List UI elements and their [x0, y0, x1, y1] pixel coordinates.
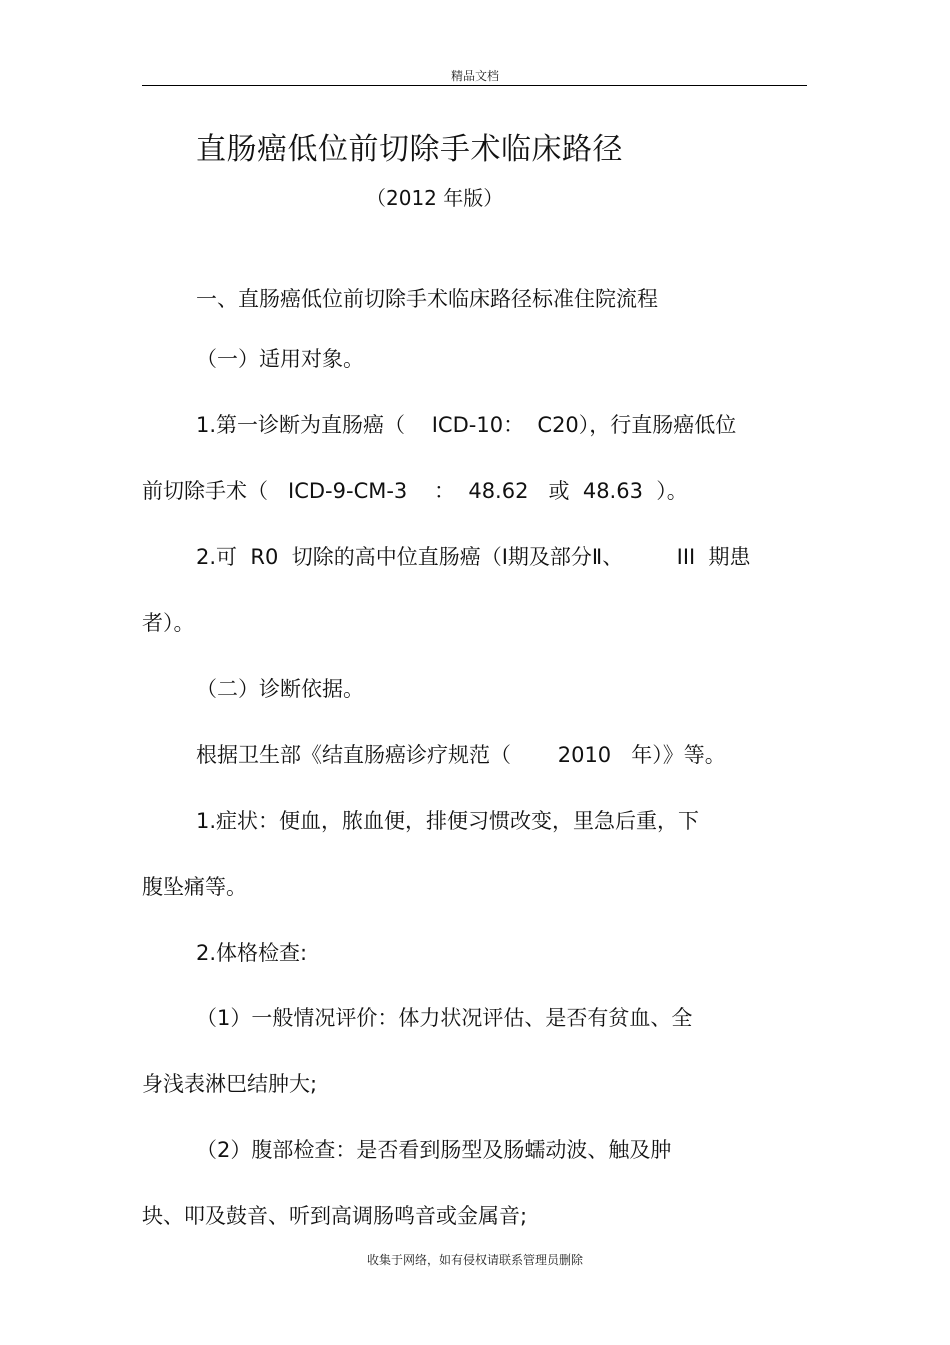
paragraph-line: 块、叩及鼓音、听到高调肠鸣音或金属音;	[142, 1204, 528, 1228]
paragraph-line: 前切除手术（ ICD-9-CM-3 ： 48.62 或 48.63 ）。	[142, 479, 688, 503]
paragraph-line: 根据卫生部《结直肠癌诊疗规范（ 2010 年）》等。	[196, 743, 726, 767]
paragraph-line: 者）。	[142, 611, 195, 635]
paragraph-line: 腹坠痛等。	[142, 875, 247, 899]
paragraph-line: 身浅表淋巴结肿大;	[142, 1072, 318, 1096]
paragraph-line: （1）一般情况评价：体力状况评估、是否有贫血、全	[196, 1006, 693, 1030]
subsection-heading: （一）适用对象。	[196, 347, 364, 371]
paragraph-line: 2.可 R0 切除的高中位直肠癌（Ⅰ期及部分Ⅱ、 III 期患	[196, 545, 751, 569]
page-footer-label: 收集于网络，如有侵权请联系管理员删除	[366, 1253, 583, 1267]
document-subtitle: （2012 年版）	[366, 186, 504, 210]
header-divider	[142, 85, 807, 86]
page-header-label: 精品文档	[450, 69, 499, 83]
paragraph-line: 1.第一诊断为直肠癌（ ICD-10： C20），行直肠癌低位	[196, 413, 737, 437]
subsection-heading: （二）诊断依据。	[196, 677, 364, 701]
section-heading: 一、直肠癌低位前切除手术临床路径标准住院流程	[196, 287, 658, 311]
paragraph-line: 1.症状：便血，脓血便，排便习惯改变，里急后重，下	[196, 809, 700, 833]
paragraph-line: （2）腹部检查：是否看到肠型及肠蠕动波、触及肿	[196, 1138, 672, 1162]
paragraph-line: 2.体格检查:	[196, 941, 308, 965]
document-title: 直肠癌低位前切除手术临床路径	[196, 132, 623, 167]
